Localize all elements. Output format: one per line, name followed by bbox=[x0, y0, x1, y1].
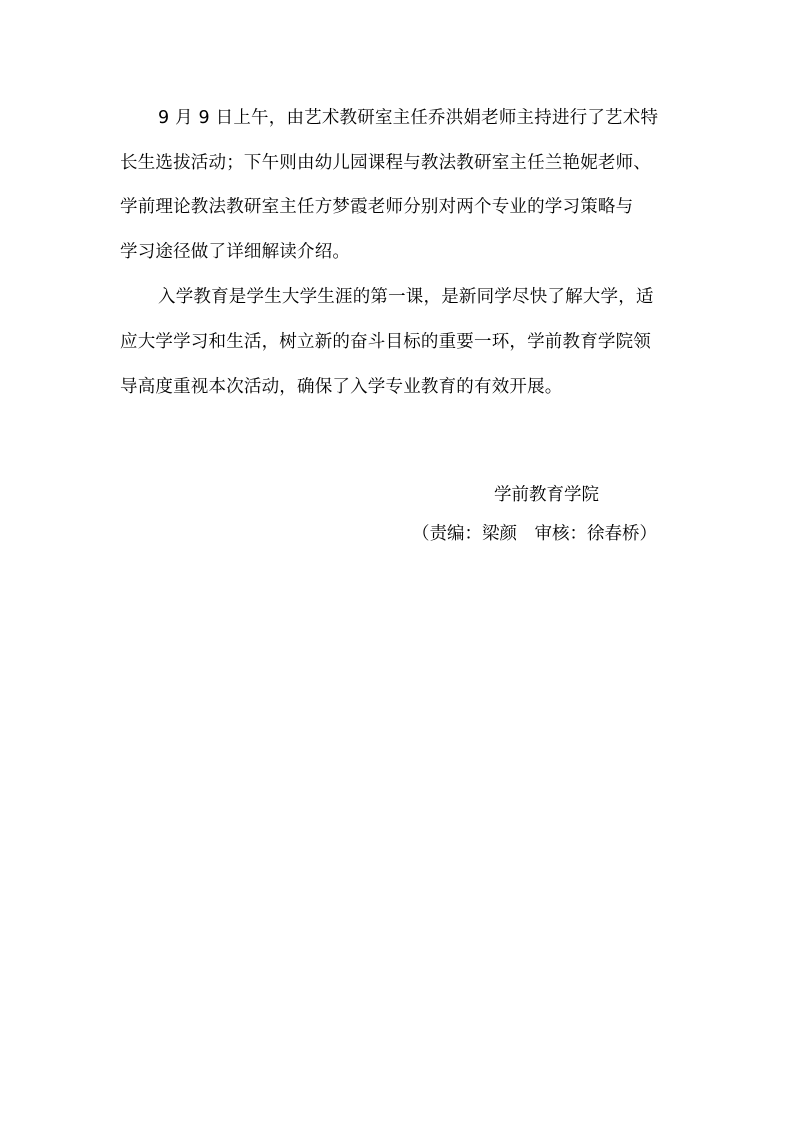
paragraph-1-line-3: 学前理论教法教研室主任方梦霞老师分别对两个专业的学习策略与 bbox=[120, 197, 634, 217]
editor-credits: （责编：梁颜 审核：徐春桥） bbox=[412, 524, 657, 544]
paragraph-1-line-4: 学习途径做了详细解读介绍。 bbox=[120, 242, 351, 262]
paragraph-1-line-1: 9 月 9 日上午，由艺术教研室主任乔洪娟老师主持进行了艺术特 bbox=[158, 108, 659, 128]
paragraph-2-line-1: 入学教育是学生大学生涯的第一课，是新同学尽快了解大学，适 bbox=[158, 287, 654, 307]
paragraph-2-line-2: 应大学学习和生活，树立新的奋斗目标的重要一环，学前教育学院领 bbox=[120, 332, 651, 352]
signature-college: 学前教育学院 bbox=[494, 485, 599, 505]
paragraph-1-line-2: 长生选拔活动；下午则由幼儿园课程与教法教研室主任兰艳妮老师、 bbox=[120, 153, 651, 173]
paragraph-2-line-3: 导高度重视本次活动，确保了入学专业教育的有效开展。 bbox=[120, 377, 563, 397]
